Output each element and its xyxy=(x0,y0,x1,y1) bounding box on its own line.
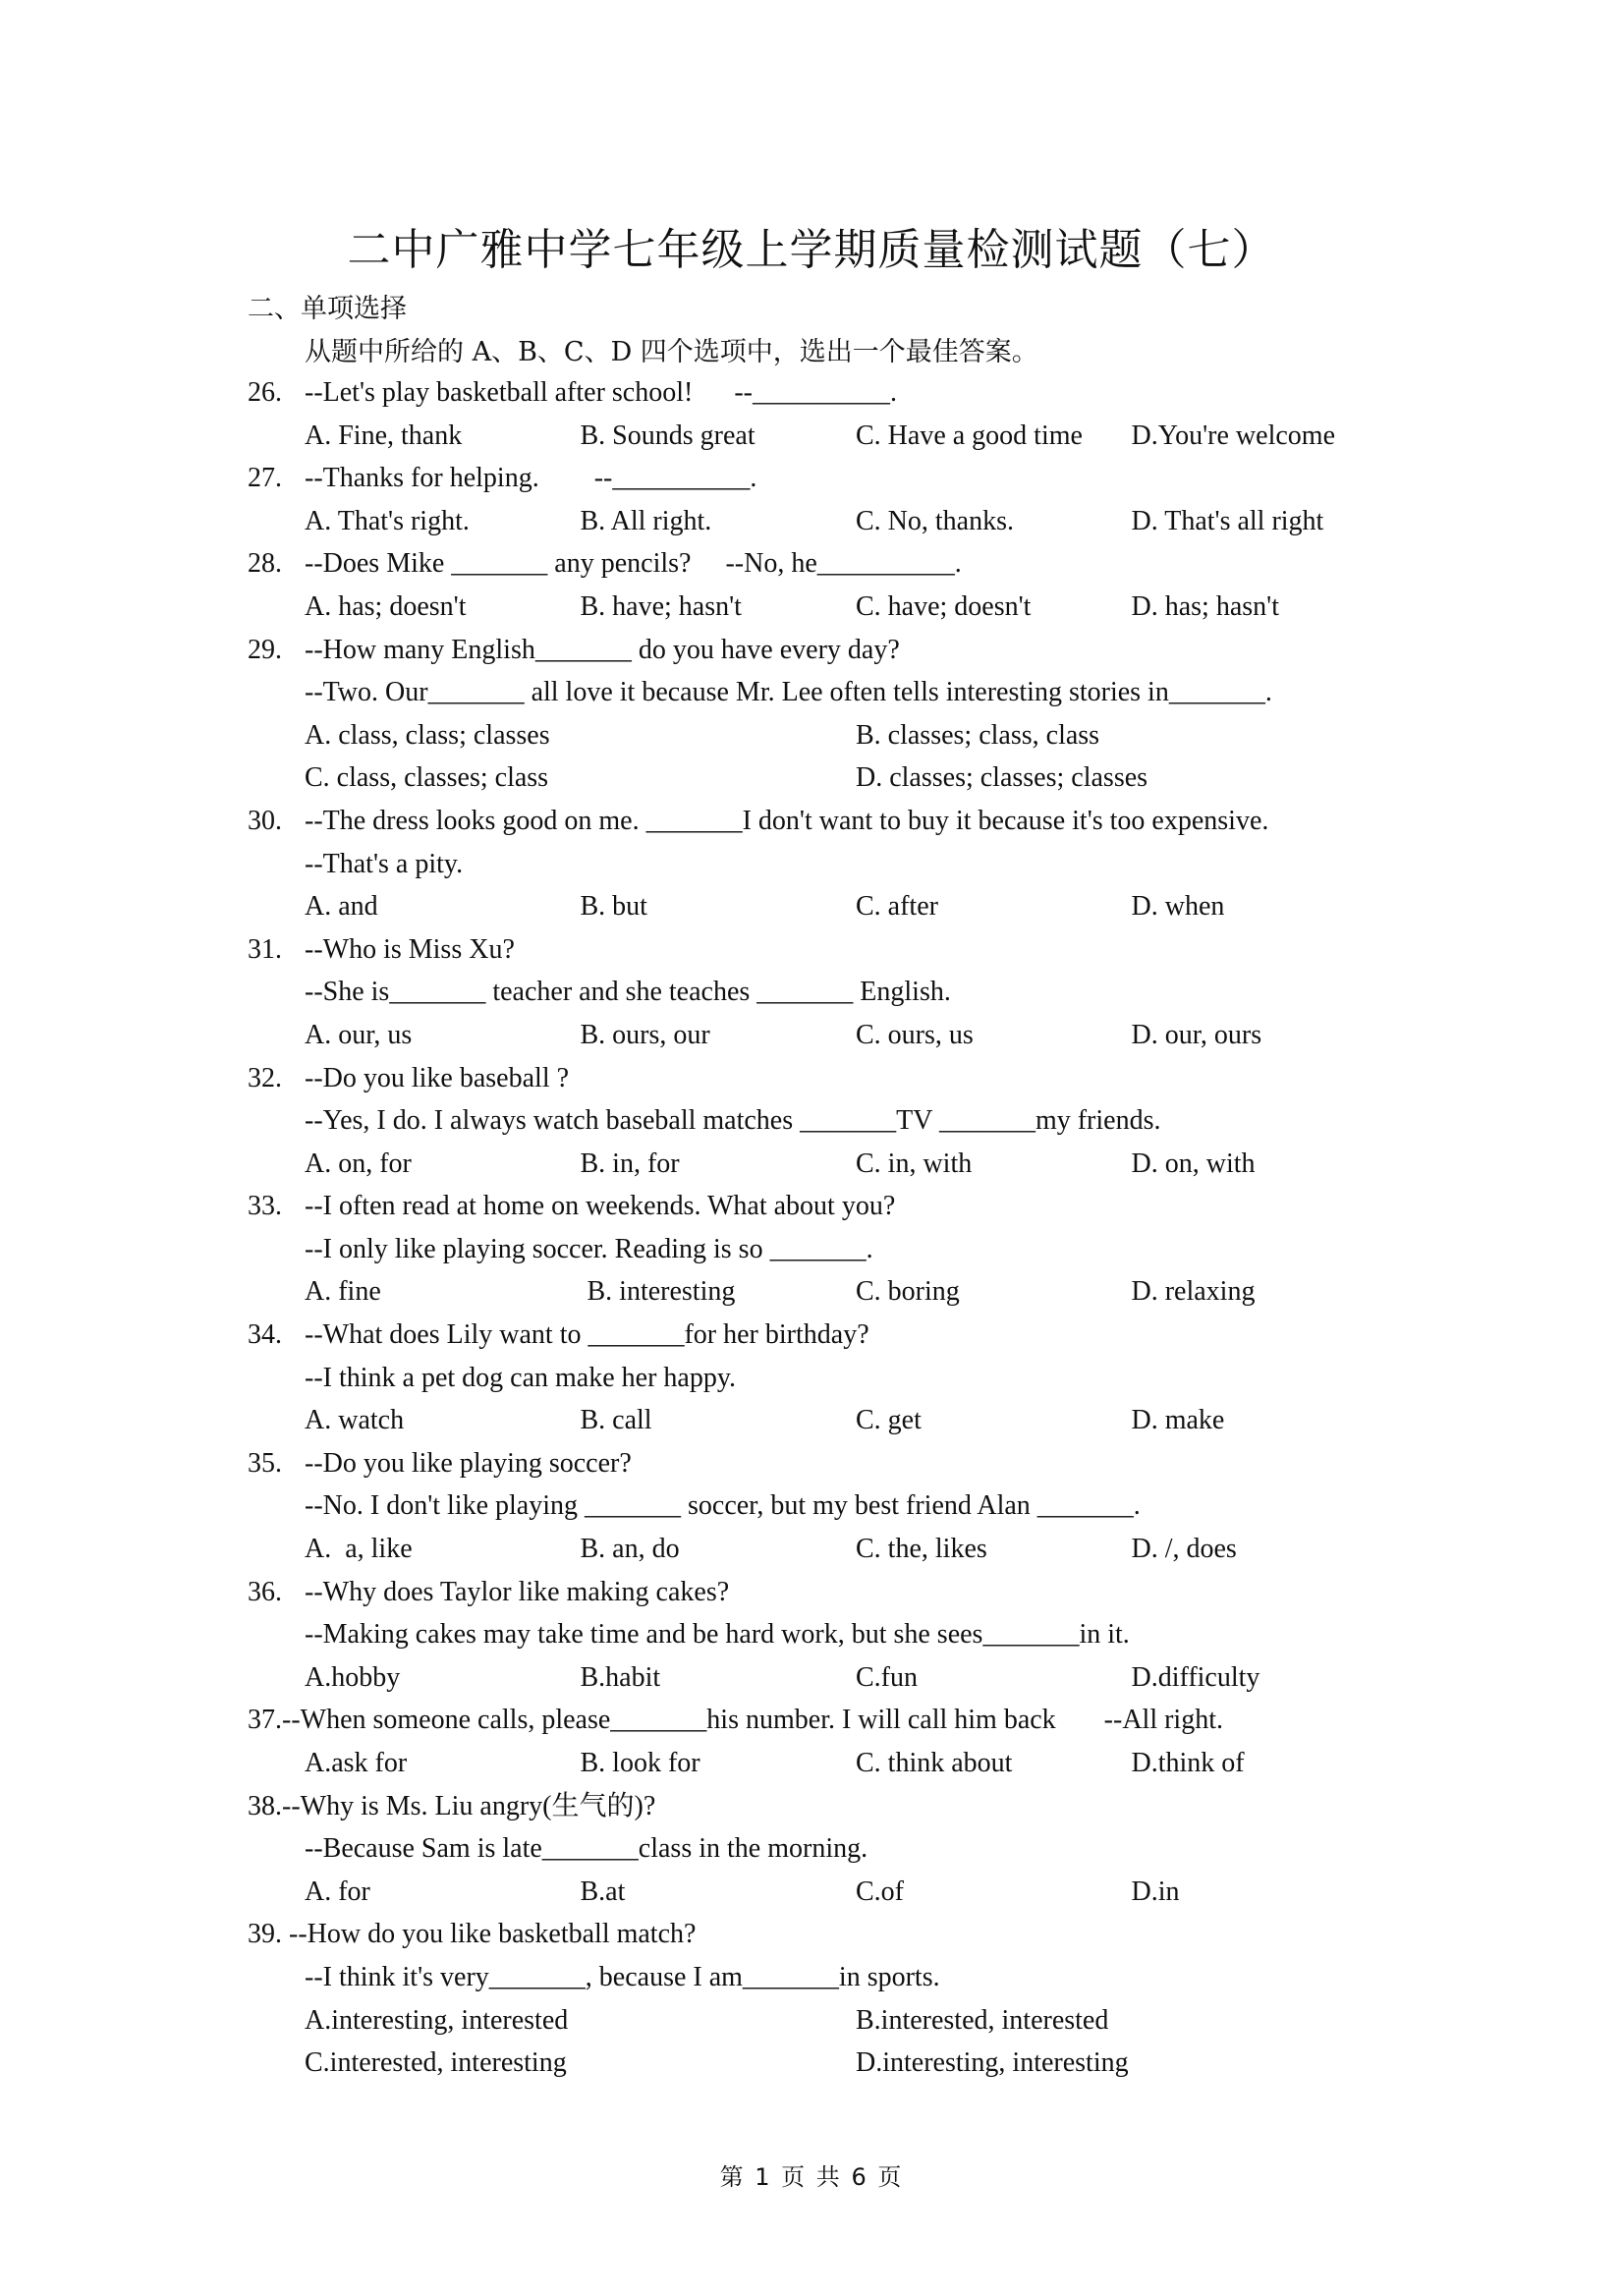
question-text: --No. I don't like playing _______ soccer, but my best friend Alan _______. xyxy=(305,1490,1141,1522)
options-row xyxy=(248,1999,1407,2043)
instruction-text: 从题中所给的 A、B、C、D 四个选项中，选出一个最佳答案。 xyxy=(305,337,1038,367)
question-text: --How do you like basketball match? xyxy=(289,1919,697,1950)
option-b: B. but xyxy=(580,891,647,923)
question-line xyxy=(248,1613,1407,1656)
question-text: --The dress looks good on me. _______I don't want to buy it because it's too expensive. xyxy=(305,805,1269,836)
question-text: --How many English_______ do you have every day? xyxy=(305,634,900,665)
option-d: D. on, with xyxy=(1131,1148,1256,1179)
question-number: 36. xyxy=(248,1576,282,1607)
option-a: A.interesting, interested xyxy=(305,2004,569,2036)
question-stem xyxy=(248,1785,1407,1828)
question-number: 31. xyxy=(248,933,282,965)
question-text: --I think a pet dog can make her happy. xyxy=(305,1362,737,1393)
options-row xyxy=(248,500,1407,543)
question-item xyxy=(248,1913,1407,2084)
question-item xyxy=(248,629,1407,800)
options-row xyxy=(248,1399,1407,1442)
question-text: --That's a pity. xyxy=(305,848,464,879)
question-stem xyxy=(248,1185,1407,1228)
question-item xyxy=(248,1442,1407,1571)
question-stem xyxy=(248,371,1407,415)
question-number: 32. xyxy=(248,1062,282,1093)
question-item xyxy=(248,457,1407,542)
question-stem xyxy=(248,1314,1407,1357)
question-item xyxy=(248,800,1407,928)
question-number: 38. xyxy=(248,1790,282,1821)
option-b: B. interesting xyxy=(580,1276,736,1308)
question-text: --I often read at home on weekends. What about you? xyxy=(305,1191,896,1222)
question-line xyxy=(248,971,1407,1014)
question-line xyxy=(248,1827,1407,1871)
question-line xyxy=(248,671,1407,714)
exam-title: 二中广雅中学七年级上学期质量检测试题（七） xyxy=(347,225,1276,275)
question-item xyxy=(248,542,1407,628)
option-b: B. have; hasn't xyxy=(580,590,742,622)
option-b: B. All right. xyxy=(580,505,712,536)
question-text: --She is_______ teacher and she teaches _______ English. xyxy=(305,977,951,1008)
question-stem xyxy=(248,1057,1407,1100)
question-text: --Why does Taylor like making cakes? xyxy=(305,1576,730,1607)
question-item xyxy=(248,1057,1407,1186)
option-a: A. our, us xyxy=(305,1019,413,1050)
question-line xyxy=(248,1357,1407,1400)
option-a: A. That's right. xyxy=(305,505,470,536)
option-d: D. our, ours xyxy=(1131,1019,1262,1050)
question-stem xyxy=(248,1913,1407,1956)
option-c: C.of xyxy=(856,1876,904,1907)
option-b: B. Sounds great xyxy=(580,420,756,451)
question-line xyxy=(248,1228,1407,1271)
question-number: 37. xyxy=(248,1705,282,1736)
option-a: A. watch xyxy=(305,1405,405,1436)
option-b: B. in, for xyxy=(580,1148,680,1179)
question-item xyxy=(248,1785,1407,1914)
question-stem xyxy=(248,928,1407,972)
page-footer: 第 1 页 共 6 页 xyxy=(719,2163,904,2191)
question-stem xyxy=(248,1442,1407,1485)
options-row xyxy=(248,1014,1407,1057)
option-d: D.difficulty xyxy=(1131,1661,1260,1693)
option-d: D.interesting, interesting xyxy=(856,2047,1129,2079)
option-a: A. a, like xyxy=(305,1534,413,1565)
option-c: C. have; doesn't xyxy=(856,590,1032,622)
question-text: --Yes, I do. I always watch baseball matches _______TV _______my friends. xyxy=(305,1105,1161,1137)
option-c: C. No, thanks. xyxy=(856,505,1014,536)
options-row xyxy=(248,1143,1407,1186)
options-row xyxy=(248,1656,1407,1700)
question-item xyxy=(248,928,1407,1057)
options-row xyxy=(248,1528,1407,1571)
question-line xyxy=(248,1956,1407,1999)
question-number: 27. xyxy=(248,463,282,494)
option-c: C. the, likes xyxy=(856,1534,987,1565)
option-a: A.hobby xyxy=(305,1661,401,1693)
question-text: --Making cakes may take time and be hard work, but she sees_______in it. xyxy=(305,1619,1130,1651)
question-text: --Does Mike _______ any pencils? --No, he__________. xyxy=(305,548,962,580)
question-stem xyxy=(248,800,1407,843)
option-a: A. class, class; classes xyxy=(305,719,550,751)
question-item xyxy=(248,1571,1407,1700)
question-text: --Why is Ms. Liu angry(生气的)? xyxy=(282,1790,656,1821)
question-stem xyxy=(248,1571,1407,1614)
question-number: 35. xyxy=(248,1447,282,1479)
option-b: B. an, do xyxy=(580,1534,680,1565)
option-b: B. ours, our xyxy=(580,1019,710,1050)
question-number: 33. xyxy=(248,1191,282,1222)
question-text: --Let's play basketball after school! --__________. xyxy=(305,377,897,408)
option-b: B. call xyxy=(580,1405,652,1436)
option-c: C. ours, us xyxy=(856,1019,974,1050)
option-b: B. look for xyxy=(580,1748,700,1778)
option-c: C. boring xyxy=(856,1276,960,1308)
options-row xyxy=(248,415,1407,458)
question-stem xyxy=(248,1699,1407,1742)
option-a: A. has; doesn't xyxy=(305,590,467,622)
question-number: 39. xyxy=(248,1919,289,1950)
option-d: D. relaxing xyxy=(1131,1276,1256,1308)
section-heading: 二、单项选择 xyxy=(248,294,407,324)
options-row xyxy=(248,586,1407,629)
question-item xyxy=(248,371,1407,457)
option-d: D. /, does xyxy=(1131,1534,1237,1565)
option-b: B. classes; class, class xyxy=(856,719,1100,751)
question-item xyxy=(248,1185,1407,1314)
question-text: --Do you like baseball ? xyxy=(305,1062,570,1093)
question-number: 28. xyxy=(248,548,282,580)
options-row xyxy=(248,885,1407,928)
question-number: 29. xyxy=(248,634,282,665)
question-line xyxy=(248,1099,1407,1143)
question-text: --Do you like playing soccer? xyxy=(305,1447,632,1479)
question-text: --When someone calls, please_______his number. I will call him back --All right. xyxy=(282,1705,1223,1736)
option-c: C. after xyxy=(856,891,938,923)
option-a: A. for xyxy=(305,1876,370,1907)
option-b: B.at xyxy=(580,1876,626,1907)
option-a: A. Fine, thank xyxy=(305,420,463,451)
question-text: --What does Lily want to _______for her birthday? xyxy=(305,1319,869,1351)
question-text: --Who is Miss Xu? xyxy=(305,933,515,965)
question-text: --Thanks for helping. --__________. xyxy=(305,463,757,494)
option-c: C. class, classes; class xyxy=(305,762,549,794)
question-text: --Two. Our_______ all love it because Mr. Lee often tells interesting stories in_______. xyxy=(305,677,1272,708)
question-stem xyxy=(248,542,1407,586)
option-c: C. think about xyxy=(856,1748,1013,1778)
option-c: C.fun xyxy=(856,1661,918,1693)
question-number: 34. xyxy=(248,1319,282,1351)
options-row xyxy=(248,2042,1407,2085)
option-d: D.think of xyxy=(1131,1748,1245,1778)
options-row xyxy=(248,1871,1407,1914)
question-line xyxy=(248,1484,1407,1528)
option-a: A. on, for xyxy=(305,1148,412,1179)
question-item xyxy=(248,1699,1407,1784)
option-d: D. classes; classes; classes xyxy=(856,762,1148,794)
option-c: C.interested, interesting xyxy=(305,2047,567,2079)
option-b: B.interested, interested xyxy=(856,2004,1109,2036)
options-row xyxy=(248,1270,1407,1314)
options-row xyxy=(248,756,1407,800)
question-text: --I only like playing soccer. Reading is so _______. xyxy=(305,1233,873,1264)
options-row xyxy=(248,1742,1407,1785)
option-a: A. fine xyxy=(305,1276,381,1308)
option-d: D.in xyxy=(1131,1876,1180,1907)
option-d: D. make xyxy=(1131,1405,1225,1436)
options-row xyxy=(248,714,1407,757)
question-number: 30. xyxy=(248,805,282,836)
question-item xyxy=(248,1314,1407,1442)
question-number: 26. xyxy=(248,377,289,408)
option-c: C. Have a good time xyxy=(856,420,1083,451)
option-c: C. get xyxy=(856,1405,922,1436)
option-d: D. That's all right xyxy=(1131,505,1324,536)
option-b: B.habit xyxy=(580,1661,661,1693)
option-d: D. has; hasn't xyxy=(1131,590,1279,622)
question-stem xyxy=(248,457,1407,500)
option-c: C. in, with xyxy=(856,1148,973,1179)
question-text: --I think it's very_______, because I am_______in sports. xyxy=(305,1961,940,1992)
option-a: A. and xyxy=(305,891,378,923)
option-d: D. when xyxy=(1131,891,1225,923)
question-line xyxy=(248,843,1407,886)
option-a: A.ask for xyxy=(305,1748,408,1778)
option-d: D.You're welcome xyxy=(1131,420,1335,451)
question-list xyxy=(248,371,1407,2085)
question-stem xyxy=(248,629,1407,672)
question-text: --Because Sam is late_______class in the morning. xyxy=(305,1833,868,1865)
